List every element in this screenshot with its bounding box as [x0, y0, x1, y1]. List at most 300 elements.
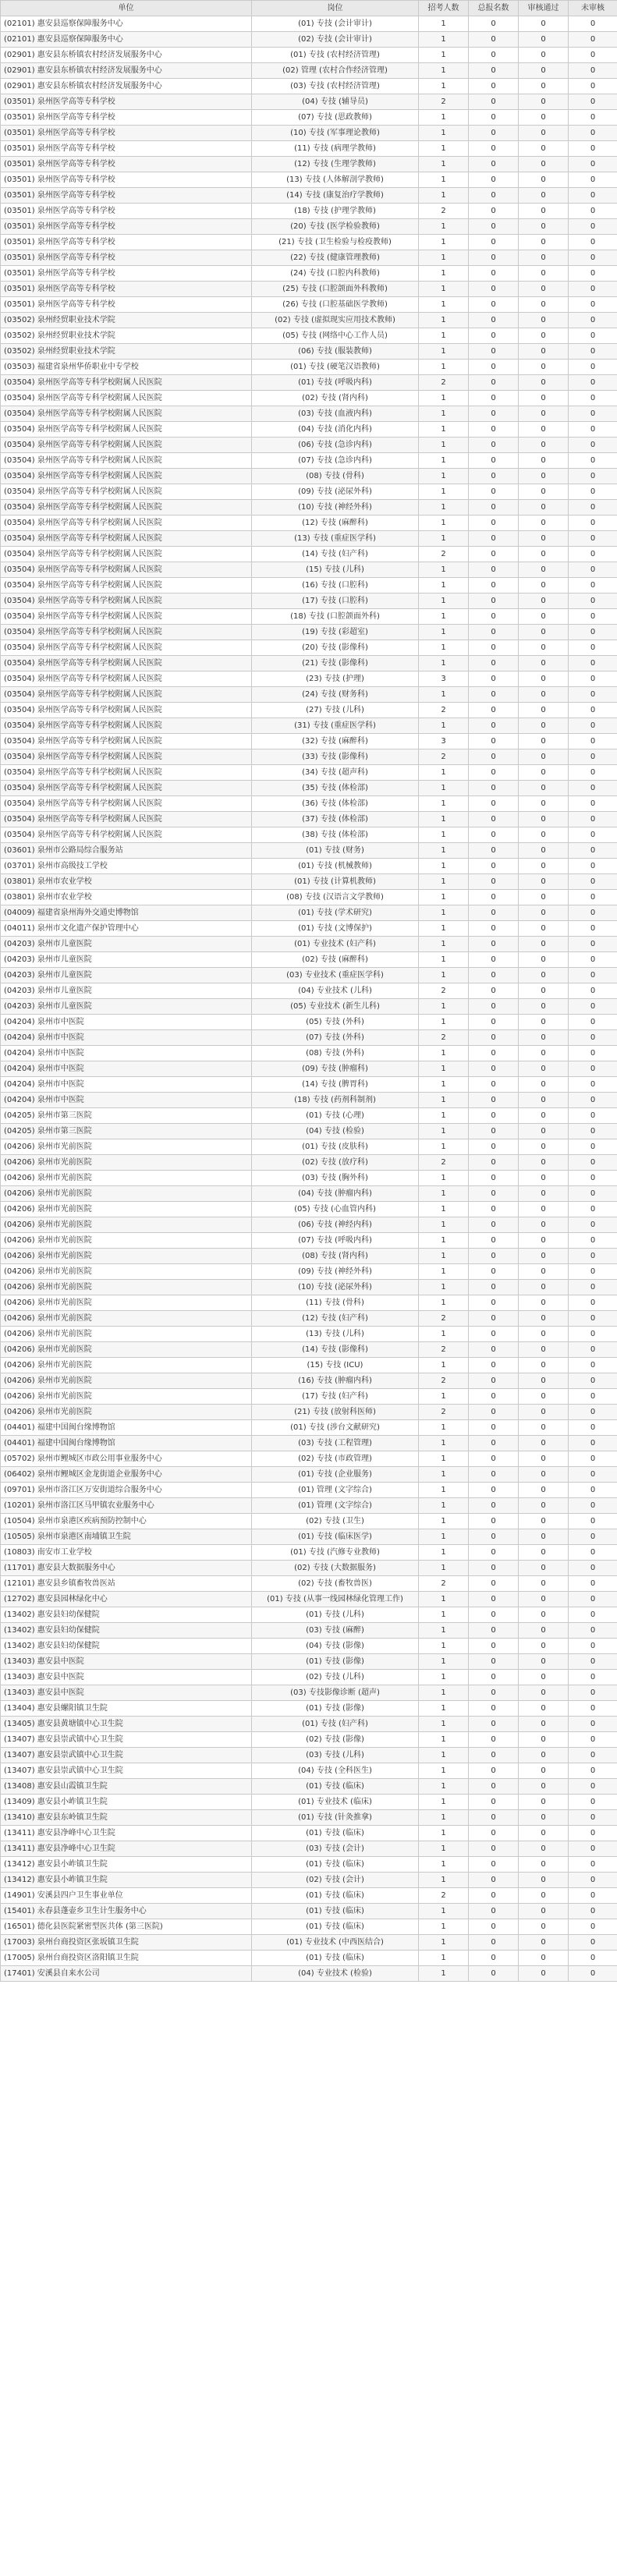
- table-row[interactable]: [1, 1405, 617, 1420]
- table-row[interactable]: [1, 1202, 617, 1217]
- table-row[interactable]: [1, 1717, 617, 1732]
- unit-cell: (13409) 惠安县小岞镇卫生院: [1, 1795, 252, 1810]
- approved-cell: 0: [519, 1607, 569, 1623]
- position-cell: (04) 专技 (消化内科): [252, 422, 419, 438]
- position-cell: (04) 专技 (影像): [252, 1639, 419, 1654]
- unit-cell: (15401) 永春县蓬壶乡卫生计生服务中心: [1, 1904, 252, 1919]
- quota-cell: 2: [419, 204, 469, 219]
- quota-cell: 1: [419, 1389, 469, 1405]
- table-row[interactable]: [1, 578, 617, 594]
- table-row[interactable]: [1, 890, 617, 905]
- table-row[interactable]: [1, 1171, 617, 1186]
- unit-cell: (03501) 泉州医学高等专科学校: [1, 204, 252, 219]
- position-cell: (23) 专技 (护理): [252, 671, 419, 687]
- table-row[interactable]: [1, 219, 617, 235]
- approved-cell: 0: [519, 1483, 569, 1498]
- unit-cell: (03504) 泉州医学高等专科学校附属人民医院: [1, 718, 252, 734]
- table-row[interactable]: [1, 1483, 617, 1498]
- header-pending[interactable]: 未审核: [569, 1, 617, 16]
- table-row[interactable]: [1, 1327, 617, 1342]
- quota-cell: 1: [419, 1919, 469, 1935]
- unit-cell: (04203) 泉州市儿童医院: [1, 983, 252, 999]
- pending-cell: 0: [569, 640, 617, 656]
- table-row[interactable]: [1, 1498, 617, 1514]
- table-row[interactable]: [1, 1467, 617, 1483]
- table-row[interactable]: [1, 344, 617, 360]
- unit-cell: (13403) 惠安县中医院: [1, 1685, 252, 1701]
- table-row[interactable]: [1, 1124, 617, 1139]
- approved-cell: 0: [519, 999, 569, 1015]
- table-row[interactable]: [1, 204, 617, 219]
- quota-cell: 1: [419, 1873, 469, 1888]
- total-cell: 0: [469, 734, 519, 749]
- unit-cell: (03504) 泉州医学高等专科学校附属人民医院: [1, 734, 252, 749]
- table-row[interactable]: [1, 1046, 617, 1061]
- table-row[interactable]: [1, 1155, 617, 1171]
- table-row[interactable]: [1, 1654, 617, 1670]
- total-cell: 0: [469, 1639, 519, 1654]
- approved-cell: 0: [519, 890, 569, 905]
- total-cell: 0: [469, 250, 519, 266]
- total-cell: 0: [469, 781, 519, 796]
- table-row[interactable]: [1, 1826, 617, 1841]
- table-row[interactable]: [1, 1186, 617, 1202]
- table-row[interactable]: [1, 1951, 617, 1966]
- table-row[interactable]: [1, 1732, 617, 1748]
- pending-cell: 0: [569, 703, 617, 718]
- position-cell: (01) 专技 (临床): [252, 1857, 419, 1873]
- quota-cell: 1: [419, 516, 469, 531]
- table-row[interactable]: [1, 968, 617, 983]
- quota-cell: 1: [419, 1841, 469, 1857]
- total-cell: 0: [469, 812, 519, 827]
- table-row[interactable]: [1, 1904, 617, 1919]
- approved-cell: 0: [519, 1295, 569, 1311]
- quota-cell: 2: [419, 1576, 469, 1592]
- pending-cell: 0: [569, 1295, 617, 1311]
- table-row[interactable]: [1, 1093, 617, 1108]
- unit-cell: (03504) 泉州医学高等专科学校附属人民医院: [1, 469, 252, 484]
- table-row[interactable]: [1, 141, 617, 157]
- position-cell: (04) 专技 (全科医生): [252, 1763, 419, 1779]
- quota-cell: 1: [419, 1826, 469, 1841]
- table-row[interactable]: [1, 235, 617, 250]
- table-row[interactable]: [1, 1607, 617, 1623]
- table-row[interactable]: [1, 1280, 617, 1295]
- table-row[interactable]: [1, 1763, 617, 1779]
- total-cell: 0: [469, 749, 519, 765]
- table-row[interactable]: [1, 63, 617, 79]
- approved-cell: 0: [519, 344, 569, 360]
- position-cell: (24) 专技 (财务科): [252, 687, 419, 703]
- unit-cell: (13407) 惠安县崇武镇中心卫生院: [1, 1748, 252, 1763]
- approved-cell: 0: [519, 781, 569, 796]
- table-row[interactable]: [1, 469, 617, 484]
- header-approved[interactable]: 审核通过: [519, 1, 569, 16]
- approved-cell: 0: [519, 516, 569, 531]
- pending-cell: 0: [569, 1873, 617, 1888]
- total-cell: 0: [469, 1529, 519, 1545]
- quota-cell: 1: [419, 172, 469, 188]
- table-row[interactable]: [1, 360, 617, 375]
- table-row[interactable]: [1, 1561, 617, 1576]
- pending-cell: 0: [569, 827, 617, 843]
- table-row[interactable]: [1, 297, 617, 313]
- pending-cell: 0: [569, 1779, 617, 1795]
- position-cell: (16) 专技 (肿瘤内科): [252, 1373, 419, 1389]
- unit-cell: (03502) 泉州经贸职业技术学院: [1, 344, 252, 360]
- table-row[interactable]: [1, 937, 617, 952]
- table-row[interactable]: [1, 172, 617, 188]
- position-cell: (08) 专技 (肾内科): [252, 1249, 419, 1264]
- table-row[interactable]: [1, 1217, 617, 1233]
- table-row[interactable]: [1, 531, 617, 547]
- quota-cell: 1: [419, 500, 469, 516]
- table-row[interactable]: [1, 188, 617, 204]
- approved-cell: 0: [519, 1139, 569, 1155]
- table-row[interactable]: [1, 94, 617, 110]
- quota-cell: 2: [419, 375, 469, 391]
- unit-cell: (13407) 惠安县崇武镇中心卫生院: [1, 1763, 252, 1779]
- unit-cell: (13408) 惠安县山霞镇卫生院: [1, 1779, 252, 1795]
- total-cell: 0: [469, 1217, 519, 1233]
- table-row[interactable]: [1, 749, 617, 765]
- table-row[interactable]: [1, 1795, 617, 1810]
- table-row[interactable]: [1, 32, 617, 48]
- total-cell: 0: [469, 500, 519, 516]
- unit-cell: (13402) 惠安县妇幼保健院: [1, 1607, 252, 1623]
- position-cell: (02) 专技 (肾内科): [252, 391, 419, 406]
- table-row[interactable]: [1, 328, 617, 344]
- table-row[interactable]: [1, 1888, 617, 1904]
- table-row[interactable]: [1, 1639, 617, 1654]
- quota-cell: 1: [419, 1327, 469, 1342]
- quota-cell: 1: [419, 157, 469, 172]
- total-cell: 0: [469, 656, 519, 671]
- pending-cell: 0: [569, 562, 617, 578]
- total-cell: 0: [469, 1358, 519, 1373]
- unit-cell: (03504) 泉州医学高等专科学校附属人民医院: [1, 562, 252, 578]
- total-cell: 0: [469, 328, 519, 344]
- table-row[interactable]: [1, 422, 617, 438]
- table-row[interactable]: [1, 859, 617, 874]
- table-row[interactable]: [1, 1373, 617, 1389]
- position-cell: (08) 专技 (骨科): [252, 469, 419, 484]
- unit-cell: (03504) 泉州医学高等专科学校附属人民医院: [1, 453, 252, 469]
- total-cell: 0: [469, 141, 519, 157]
- header-position[interactable]: 岗位: [252, 1, 419, 16]
- total-cell: 0: [469, 1592, 519, 1607]
- approved-cell: 0: [519, 1919, 569, 1935]
- position-cell: (15) 专技 (ICU): [252, 1358, 419, 1373]
- table-row[interactable]: [1, 1810, 617, 1826]
- position-cell: (01) 专技 (影像): [252, 1654, 419, 1670]
- approved-cell: 0: [519, 874, 569, 890]
- pending-cell: 0: [569, 219, 617, 235]
- table-row[interactable]: [1, 391, 617, 406]
- approved-cell: 0: [519, 1311, 569, 1327]
- table-row[interactable]: [1, 734, 617, 749]
- table-row[interactable]: [1, 562, 617, 578]
- position-cell: (14) 专技 (影像科): [252, 1342, 419, 1358]
- position-cell: (01) 管理 (文字综合): [252, 1483, 419, 1498]
- total-cell: 0: [469, 609, 519, 625]
- unit-cell: (03504) 泉州医学高等专科学校附属人民医院: [1, 640, 252, 656]
- approved-cell: 0: [519, 360, 569, 375]
- approved-cell: 0: [519, 937, 569, 952]
- pending-cell: 0: [569, 1717, 617, 1732]
- total-cell: 0: [469, 671, 519, 687]
- table-row[interactable]: [1, 1592, 617, 1607]
- total-cell: 0: [469, 594, 519, 609]
- table-row[interactable]: [1, 126, 617, 141]
- table-row[interactable]: [1, 1311, 617, 1327]
- table-row[interactable]: [1, 812, 617, 827]
- pending-cell: 0: [569, 1623, 617, 1639]
- table-row[interactable]: [1, 266, 617, 282]
- quota-cell: 1: [419, 1139, 469, 1155]
- pending-cell: 0: [569, 1233, 617, 1249]
- quota-cell: 1: [419, 1857, 469, 1873]
- table-row[interactable]: [1, 1966, 617, 1982]
- table-row[interactable]: [1, 1514, 617, 1529]
- total-cell: 0: [469, 1732, 519, 1748]
- position-cell: (03) 专技 (血液内科): [252, 406, 419, 422]
- approved-cell: 0: [519, 671, 569, 687]
- table-row[interactable]: [1, 1841, 617, 1857]
- total-cell: 0: [469, 1327, 519, 1342]
- header-total-applicants[interactable]: 总报名数: [469, 1, 519, 16]
- position-cell: (21) 专技 (放射科医师): [252, 1405, 419, 1420]
- table-row[interactable]: [1, 594, 617, 609]
- table-row[interactable]: [1, 250, 617, 266]
- quota-cell: 1: [419, 827, 469, 843]
- table-row[interactable]: [1, 1358, 617, 1373]
- table-row[interactable]: [1, 1061, 617, 1077]
- unit-cell: (04206) 泉州市光前医院: [1, 1202, 252, 1217]
- table-row[interactable]: [1, 718, 617, 734]
- table-row[interactable]: [1, 1685, 617, 1701]
- table-row[interactable]: [1, 781, 617, 796]
- approved-cell: 0: [519, 1623, 569, 1639]
- approved-cell: 0: [519, 1467, 569, 1483]
- pending-cell: 0: [569, 1592, 617, 1607]
- approved-cell: 0: [519, 531, 569, 547]
- total-cell: 0: [469, 640, 519, 656]
- approved-cell: 0: [519, 827, 569, 843]
- table-row[interactable]: [1, 282, 617, 297]
- table-row[interactable]: [1, 1015, 617, 1030]
- quota-cell: 1: [419, 1093, 469, 1108]
- pending-cell: 0: [569, 1654, 617, 1670]
- position-cell: (01) 管理 (文字综合): [252, 1498, 419, 1514]
- approved-cell: 0: [519, 1670, 569, 1685]
- quota-cell: 1: [419, 1483, 469, 1498]
- total-cell: 0: [469, 63, 519, 79]
- unit-cell: (03501) 泉州医学高等专科学校: [1, 266, 252, 282]
- table-row[interactable]: [1, 484, 617, 500]
- quota-cell: 1: [419, 422, 469, 438]
- table-row[interactable]: [1, 905, 617, 921]
- pending-cell: 0: [569, 406, 617, 422]
- table-row[interactable]: [1, 671, 617, 687]
- position-cell: (20) 专技 (医学检验教师): [252, 219, 419, 235]
- table-row[interactable]: [1, 827, 617, 843]
- table-row[interactable]: [1, 1529, 617, 1545]
- table-row[interactable]: [1, 843, 617, 859]
- pending-cell: 0: [569, 1327, 617, 1342]
- approved-cell: 0: [519, 1124, 569, 1139]
- pending-cell: 0: [569, 734, 617, 749]
- table-row[interactable]: [1, 406, 617, 422]
- table-row[interactable]: [1, 1701, 617, 1717]
- table-row[interactable]: [1, 921, 617, 937]
- table-row[interactable]: [1, 687, 617, 703]
- quota-cell: 1: [419, 438, 469, 453]
- quota-cell: 3: [419, 734, 469, 749]
- pending-cell: 0: [569, 937, 617, 952]
- unit-cell: (04206) 泉州市光前医院: [1, 1155, 252, 1171]
- table-row[interactable]: [1, 547, 617, 562]
- table-row[interactable]: [1, 1623, 617, 1639]
- table-row[interactable]: [1, 999, 617, 1015]
- table-row[interactable]: [1, 48, 617, 63]
- pending-cell: 0: [569, 812, 617, 827]
- total-cell: 0: [469, 438, 519, 453]
- pending-cell: 0: [569, 282, 617, 297]
- quota-cell: 1: [419, 1015, 469, 1030]
- unit-cell: (13410) 惠安县东岭镇卫生院: [1, 1810, 252, 1826]
- position-cell: (13) 专技 (重症医学科): [252, 531, 419, 547]
- table-row[interactable]: [1, 313, 617, 328]
- table-row[interactable]: [1, 1935, 617, 1951]
- unit-cell: (04203) 泉州市儿童医院: [1, 999, 252, 1015]
- table-row[interactable]: [1, 1545, 617, 1561]
- position-cell: (26) 专技 (口腔基础医学教师): [252, 297, 419, 313]
- table-row[interactable]: [1, 1295, 617, 1311]
- total-cell: 0: [469, 188, 519, 204]
- quota-cell: 1: [419, 406, 469, 422]
- total-cell: 0: [469, 453, 519, 469]
- table-row[interactable]: [1, 1576, 617, 1592]
- position-cell: (08) 专技 (汉语言文学教师): [252, 890, 419, 905]
- table-row[interactable]: [1, 1748, 617, 1763]
- unit-cell: (13412) 惠安县小岞镇卫生院: [1, 1857, 252, 1873]
- table-row[interactable]: [1, 1670, 617, 1685]
- table-row[interactable]: [1, 796, 617, 812]
- table-row[interactable]: [1, 157, 617, 172]
- table-row[interactable]: [1, 609, 617, 625]
- position-cell: (22) 专技 (健康管理教师): [252, 250, 419, 266]
- table-row[interactable]: [1, 79, 617, 94]
- total-cell: 0: [469, 1373, 519, 1389]
- approved-cell: 0: [519, 905, 569, 921]
- table-row[interactable]: [1, 952, 617, 968]
- position-cell: (01) 专技 (妇产科): [252, 1717, 419, 1732]
- table-row[interactable]: [1, 1779, 617, 1795]
- pending-cell: 0: [569, 1108, 617, 1124]
- table-row[interactable]: [1, 1857, 617, 1873]
- table-row[interactable]: [1, 765, 617, 781]
- table-row[interactable]: [1, 1873, 617, 1888]
- quota-cell: 1: [419, 282, 469, 297]
- pending-cell: 0: [569, 1420, 617, 1436]
- position-cell: (36) 专技 (体检部): [252, 796, 419, 812]
- table-row[interactable]: [1, 1919, 617, 1935]
- table-row[interactable]: [1, 500, 617, 516]
- table-row[interactable]: [1, 656, 617, 671]
- approved-cell: 0: [519, 1841, 569, 1857]
- table-row[interactable]: [1, 1451, 617, 1467]
- table-row[interactable]: [1, 874, 617, 890]
- total-cell: 0: [469, 32, 519, 48]
- table-row[interactable]: [1, 16, 617, 32]
- total-cell: 0: [469, 297, 519, 313]
- table-row[interactable]: [1, 438, 617, 453]
- table-row[interactable]: [1, 1233, 617, 1249]
- unit-cell: (03501) 泉州医学高等专科学校: [1, 94, 252, 110]
- pending-cell: 0: [569, 1607, 617, 1623]
- header-unit[interactable]: 单位: [1, 1, 252, 16]
- table-row[interactable]: [1, 1030, 617, 1046]
- table-row[interactable]: [1, 625, 617, 640]
- approved-cell: 0: [519, 843, 569, 859]
- total-cell: 0: [469, 1483, 519, 1498]
- table-row[interactable]: [1, 703, 617, 718]
- unit-cell: (17005) 泉州台商投资区洛阳镇卫生院: [1, 1951, 252, 1966]
- approved-cell: 0: [519, 63, 569, 79]
- quota-cell: 1: [419, 1436, 469, 1451]
- table-row[interactable]: [1, 1264, 617, 1280]
- total-cell: 0: [469, 1046, 519, 1061]
- quota-cell: 1: [419, 1732, 469, 1748]
- pending-cell: 0: [569, 1529, 617, 1545]
- approved-cell: 0: [519, 921, 569, 937]
- total-cell: 0: [469, 827, 519, 843]
- table-row[interactable]: [1, 375, 617, 391]
- table-row[interactable]: [1, 453, 617, 469]
- table-row[interactable]: [1, 1436, 617, 1451]
- table-row[interactable]: [1, 1420, 617, 1436]
- pending-cell: 0: [569, 1405, 617, 1420]
- unit-cell: (04206) 泉州市光前医院: [1, 1186, 252, 1202]
- table-row[interactable]: [1, 1342, 617, 1358]
- unit-cell: (04206) 泉州市光前医院: [1, 1311, 252, 1327]
- approved-cell: 0: [519, 469, 569, 484]
- table-row[interactable]: [1, 1249, 617, 1264]
- unit-cell: (13411) 惠安县净峰中心卫生院: [1, 1826, 252, 1841]
- quota-cell: 1: [419, 890, 469, 905]
- approved-cell: 0: [519, 1420, 569, 1436]
- table-row[interactable]: [1, 1389, 617, 1405]
- total-cell: 0: [469, 1795, 519, 1810]
- table-row[interactable]: [1, 983, 617, 999]
- table-row[interactable]: [1, 640, 617, 656]
- header-quota[interactable]: 招考人数: [419, 1, 469, 16]
- table-row[interactable]: [1, 1077, 617, 1093]
- quota-cell: 1: [419, 796, 469, 812]
- table-row[interactable]: [1, 1139, 617, 1155]
- approved-cell: 0: [519, 32, 569, 48]
- table-row[interactable]: [1, 110, 617, 126]
- approved-cell: 0: [519, 1935, 569, 1951]
- table-row[interactable]: [1, 516, 617, 531]
- pending-cell: 0: [569, 968, 617, 983]
- quota-cell: 1: [419, 1904, 469, 1919]
- table-row[interactable]: [1, 1108, 617, 1124]
- approved-cell: 0: [519, 1186, 569, 1202]
- total-cell: 0: [469, 1077, 519, 1093]
